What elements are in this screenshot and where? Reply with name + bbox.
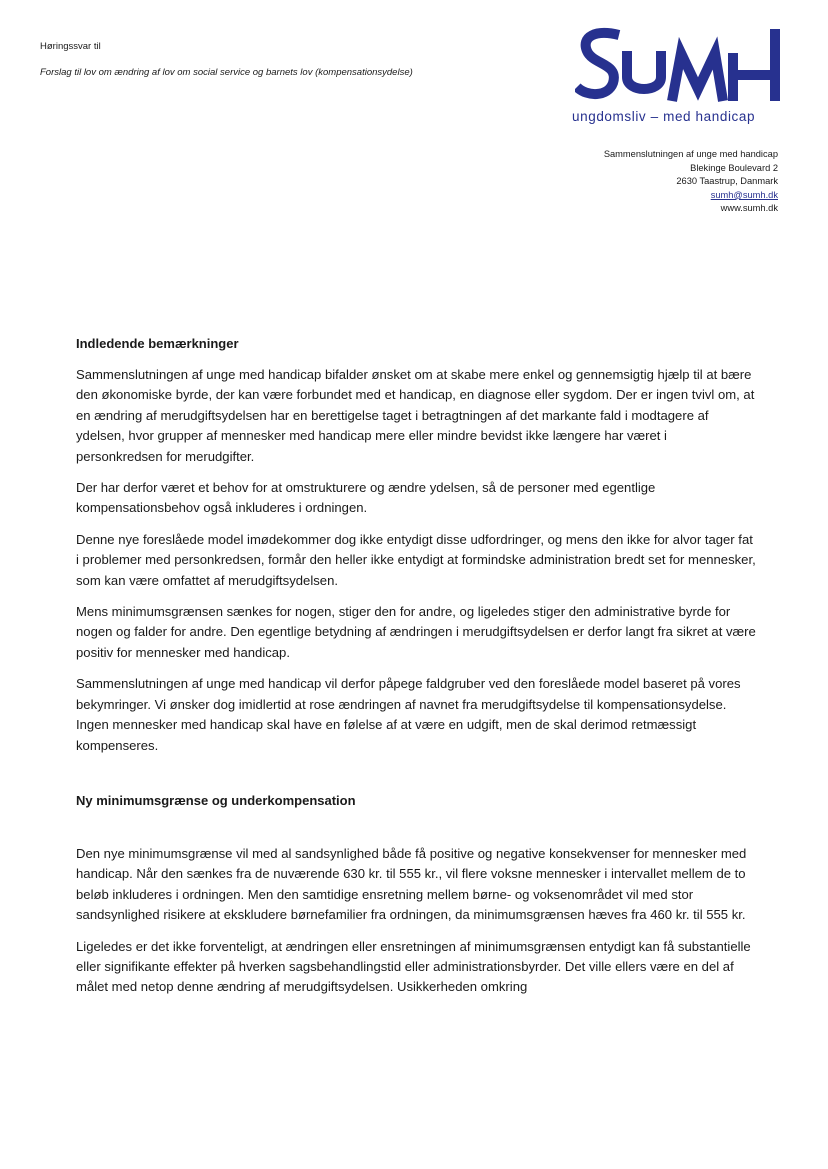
document-type: Høringssvar til [40, 41, 101, 52]
logo-tagline: ungdomsliv – med handicap [572, 109, 756, 124]
address-city: 2630 Taastrup, Danmark [676, 176, 778, 187]
paragraph: Ligeledes er det ikke forventeligt, at ændringen eller ensretningen af minimumsgrænsen entydigt kan få substantielle eller signifikante effekter på hverken sagsbehandlingstid eller administrationsbyrder. Det ville ellers være en del af målet med netop denne ændring af merudgiftsydelsen. Usikkerheden omkring [76, 938, 751, 995]
sumh-logo-mark [575, 27, 790, 107]
email-link[interactable]: sumh@sumh.dk [710, 189, 778, 200]
paragraph: Mens minimumsgrænsen sænkes for nogen, stiger den for andre, og ligeledes stiger den administrative byrde for nogen og falder for andre. Den egentlige betydning af ændringen i merudgiftsydelsen er derfor langt fra sikret at være positiv for mennesker med handicap. [76, 604, 756, 660]
paragraph: Denne nye foreslåede model imødekommer dog ikke entydigt disse udfordringer, og mens den ikke for alvor tager fat i problemer med personkredsen, formår den heller ikke entydigt at formindske administration bredt set for mennesker, som kan være omfattet af merudgiftsydelsen. [76, 531, 756, 588]
document-subject: Forslag til lov om ændring af lov om social service og barnets lov (kompensationsydelse) [40, 67, 413, 78]
paragraph: Der har derfor været et behov for at omstrukturere og ændre ydelsen, så de personer med egentlige kompensationsbehov også inkluderes i ordningen. [76, 480, 656, 516]
section-minimum-limit [76, 793, 756, 998]
address-org: Sammenslutningen af unge med handicap [603, 149, 778, 159]
section-heading: Ny minimumsgrænse og underkompensation [76, 792, 356, 808]
section-intro [76, 336, 756, 756]
section-heading: Indledende bemærkninger [76, 336, 239, 351]
document-body [76, 336, 756, 1009]
website-link[interactable]: www.sumh.dk [720, 203, 778, 214]
address-street: Blekinge Boulevard 2 [690, 162, 778, 173]
paragraph: Sammenslutningen af unge med handicap vil derfor påpege faldgruber ved den foreslåede model baseret på vores bekymringer. Vi ønsker dog imidlertid at rose ændringen af navnet fra merudgiftsydelse til kompensationsydelse. Ingen mennesker med handicap skal have en følelse af at være en udgift, men de skal derimod retmæssigt kompenseres. [76, 676, 741, 753]
paragraph: Den nye minimumsgrænse vil med al sandsynlighed både få positive og negative konsekvenser for mennesker med handicap. Når den sænkes fra de nuværende 630 kr. til 555 kr., vil flere voksne mennesker i intervallet mellem de to beløb inkluderes i ordningen. Men den samtidige ensretning mellem børne- og voksenområdet vil med stor sandsynlighed risikere at ekskludere børnefamilier fra ordningen, da minimumsgrænsen hæves fra 460 kr. til 555 kr. [76, 845, 747, 923]
document-header [40, 41, 510, 78]
address-block [604, 148, 778, 216]
paragraph: Sammenslutningen af unge med handicap bifalder ønsket om at skabe mere enkel og gennemsigtig hjælp til at bære den økonomiske byrde, der kan være forbundet med et handicap, en diagnose eller sygdom. Der er ingen tvivl om, at en ændring af merudgiftsydelsen har en berettigelse taget i betragtningen af det markante fald i modtagere af ydelsen, hvor grupper af mennesker med handicap mere eller mindre bevidst ikke længere har været i personkredsen for merudgifter. [76, 367, 755, 464]
